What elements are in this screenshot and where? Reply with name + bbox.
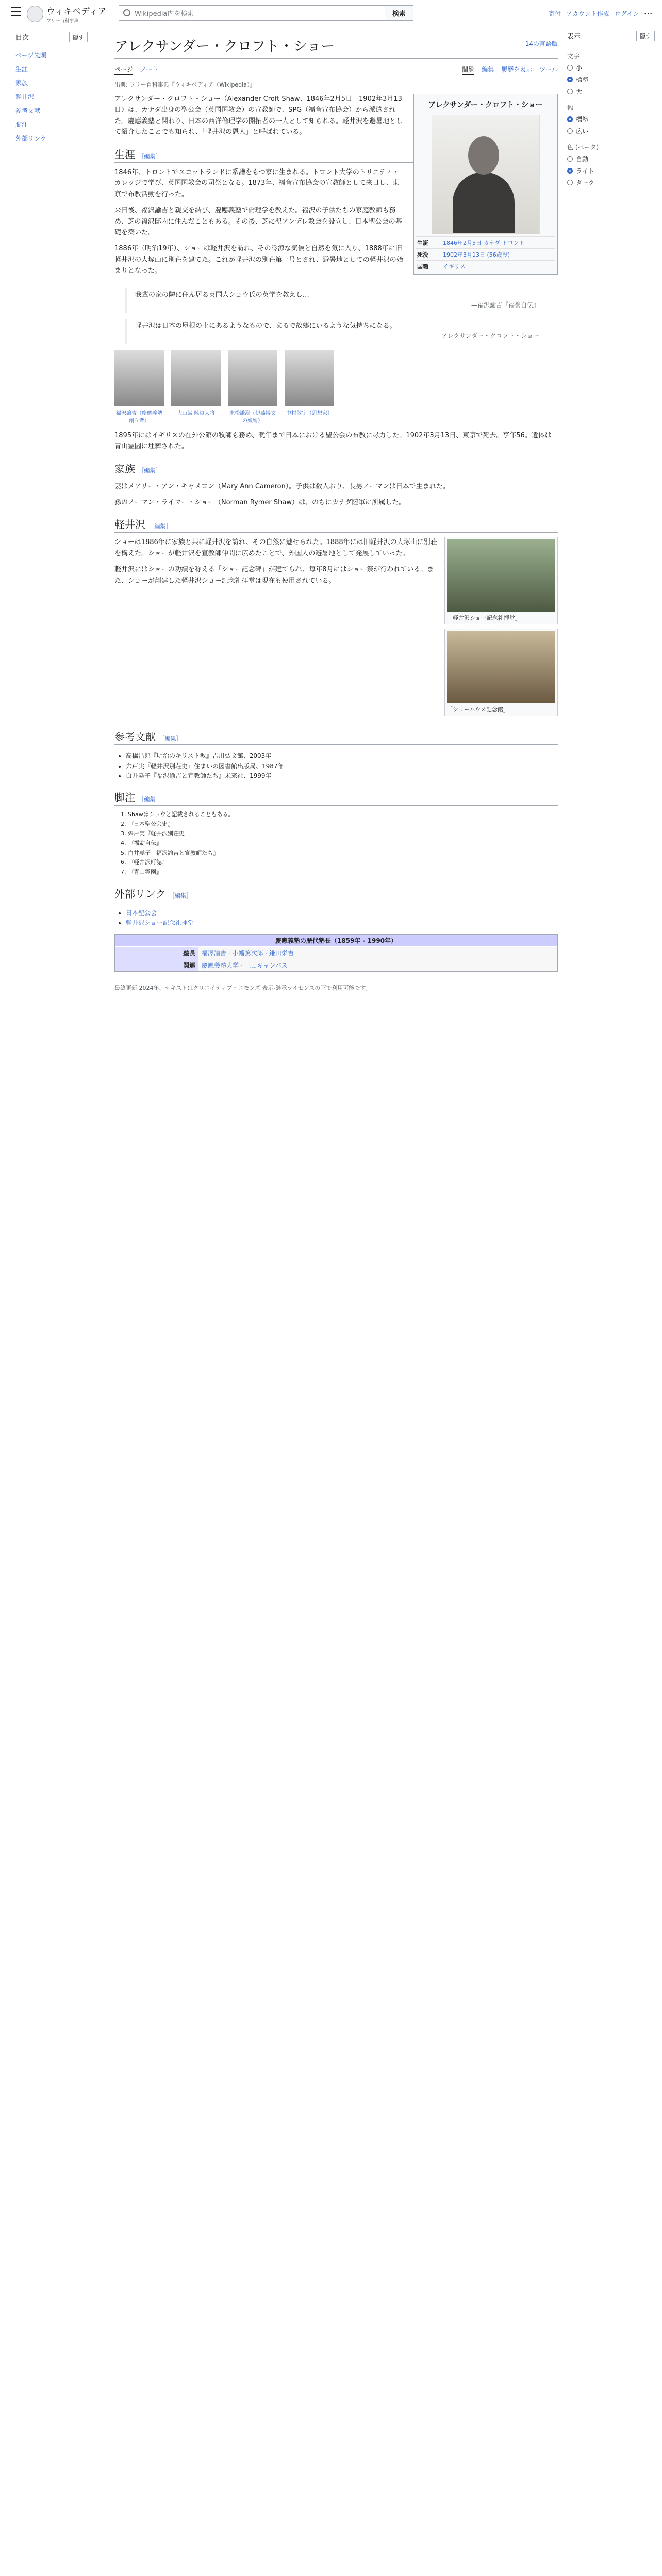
toc-item[interactable]: 生涯 [15, 65, 28, 73]
tab-tools[interactable]: ツール [539, 66, 558, 73]
tagline: 出典: フリー百科事典『ウィキペディア（Wikipedia）』 [114, 81, 256, 88]
edit-link[interactable]: ［編集］ [138, 152, 161, 160]
list-item: 7. 『青山霊園』 [128, 868, 558, 877]
search-placeholder: Wikipedia内を検索 [135, 10, 194, 18]
user-links [549, 9, 653, 18]
quote-source: —福沢諭吉『福翁自伝』 [471, 301, 539, 309]
gallery-item[interactable]: 大山巌 陸軍大将 [171, 350, 221, 424]
paragraph: ショーは1886年に家族と共に軽井沢を訪れ、その自然に魅せられた。1888年には旧軽井沢の大塚山に別荘を構えた。ショーが軽井沢を宣教師仲間に広めたことで、外国人の避暑地として発展していった。 [114, 538, 437, 557]
radio-color-light[interactable]: ライト [567, 166, 655, 175]
external-links [114, 908, 558, 928]
paragraph: 軽井沢にはショーの功績を称える「ショー記念碑」が建てられ、毎年8月にはショー祭が行われている。また、ショーが創建した軽井沢ショー記念礼拝堂は現在も使用されている。 [114, 566, 434, 585]
toc-item[interactable]: ページ先頭 [15, 52, 46, 59]
paragraph: 来日後、福沢諭吉と親交を結び、慶應義塾で倫理学を教えた。福沢の子供たちの家庭教師も務め、芝の福沢邸内に住んだこともある。その後、芝に聖アンデレ教会を設立し、日本聖公会の基礎を築いた。 [114, 207, 402, 236]
tab-read[interactable]: 閲覧 [462, 65, 474, 75]
section-heading-notes: 脚注 ［編集］ [114, 789, 558, 806]
section-heading-links: 外部リンク ［編集］ [114, 886, 558, 902]
edit-link[interactable]: ［編集］ [159, 735, 182, 742]
toc-item[interactable]: 脚注 [15, 121, 28, 128]
tab-history[interactable]: 履歴を表示 [501, 66, 533, 73]
list-item: • 宍戸実『軽井沢別荘史』住まいの図書館出版局、1987年 [126, 761, 558, 771]
search-bar [119, 5, 413, 21]
gallery-item[interactable]: 福沢諭吉（慶應義塾創立者） [114, 350, 164, 424]
navbox-row: 関連 慶應義塾大学 · 三田キャンパス [115, 959, 557, 971]
search-icon [123, 9, 130, 16]
text-size-label: 文字 [567, 53, 580, 60]
list-item: 5. 白井堯子『福沢諭吉と宣教師たち』 [128, 849, 558, 858]
intro-paragraph: アレクサンダー・クロフト・ショー（Alexander Croft Shaw、1846年2月5日 - 1902年3月13日）は、カナダ出身の聖公会（英国国教会）の宣教師で、SPG（福音宣布協会）から派遣された。慶應義塾と関わり、日本の西洋倫理学の開拓者の一人として知られる。軽井沢を避暑地として紹介したことでも知られ、「軽井沢の恩人」と呼ばれている。 [114, 95, 403, 137]
toc-item[interactable]: 軽井沢 [15, 93, 35, 100]
paragraph: 孫のノーマン・ライマー・ショー（Norman Rymer Shaw）は、のちにカナダ陸軍に所属した。 [114, 498, 406, 506]
search-button[interactable]: 検索 [385, 5, 413, 21]
create-account-link[interactable]: アカウント作成 [566, 10, 609, 18]
section-heading-references: 参考文献 ［編集］ [114, 728, 558, 745]
color-label: 色 (ベータ) [567, 144, 599, 151]
gallery-item[interactable]: 末松謙澄（伊藤博文の娘婿） [228, 350, 277, 424]
appearance-title: 表示 [567, 33, 581, 41]
list-item: • 高橋昌郎『明治のキリスト教』吉川弘文館、2003年 [126, 751, 558, 761]
toc-title: 目次 [15, 34, 29, 42]
edit-link[interactable]: ［編集］ [138, 467, 161, 474]
list-item: 1. Shawはショウと記載されることもある。 [128, 810, 558, 820]
toc-item[interactable]: 参考文献 [15, 107, 41, 114]
footer: 最終更新 2024年、テキストはクリエイティブ・コモンズ 表示-継承ライセンスの下で利用可能です。 [114, 979, 558, 992]
quote-source: —アレクサンダー・クロフト・ショー [435, 332, 539, 340]
paragraph: 1886年（明治19年）、ショーは軽井沢を訪れ、その冷涼な気候と自然を気に入り、1888年に旧軽井沢の大塚山に別荘を建てた。これが軽井沢の別荘第一号とされ、避暑地としての軽井沢の始まりとなった。 [114, 245, 403, 275]
site-logo[interactable] [27, 4, 107, 24]
article [114, 31, 558, 992]
external-link[interactable]: 軽井沢ショー記念礼拝堂 [126, 919, 194, 926]
navbox [114, 934, 558, 972]
list-item: 4. 『福翁自伝』 [128, 839, 558, 849]
tab-page[interactable]: ページ [114, 65, 133, 75]
radio-color-dark[interactable]: ダーク [567, 178, 655, 187]
infobox-row: 死没 1902年3月13日 (56歳没) [416, 248, 555, 260]
tab-talk[interactable]: ノート [140, 66, 159, 73]
infobox-row: 生誕 1846年2月5日 カナダ トロント [416, 236, 555, 248]
portrait-photo[interactable] [432, 115, 540, 234]
header [0, 0, 662, 26]
reference-list [114, 751, 558, 781]
radio-width-standard[interactable]: 標準 [567, 115, 655, 124]
list-item: 3. 宍戸実『軽井沢別荘史』 [128, 829, 558, 839]
width-label: 幅 [567, 104, 574, 111]
paragraph: 1895年にはイギリスの在外公館の牧師も務め、晩年まで日本における聖公会の布教に尽力した。1902年3月13日、東京で死去。享年56。遺体は青山霊園に埋葬された。 [114, 431, 552, 451]
list-item: 6. 『軽井沢町誌』 [128, 858, 558, 868]
menu-icon[interactable] [11, 7, 21, 16]
infobox-title: アレクサンダー・クロフト・ショー [428, 101, 543, 109]
section-heading-family: 家族 ［編集］ [114, 461, 558, 477]
gallery-item[interactable]: 中村敬宇（思想家） [285, 350, 334, 424]
login-link[interactable]: ログイン [614, 10, 639, 18]
more-options-icon[interactable]: ··· [644, 10, 653, 18]
radio-text-standard[interactable]: 標準 [567, 75, 655, 84]
toc-hide-button[interactable]: 隠す [69, 32, 88, 42]
list-item: • 白井堯子『福沢諭吉と宣教師たち』未來社、1999年 [126, 771, 558, 781]
edit-link[interactable]: ［編集］ [138, 795, 161, 803]
logo-sub: フリー百科事典 [46, 19, 79, 24]
thumbnail[interactable]: 「軽井沢ショー記念礼拝堂」 [444, 537, 558, 624]
notes-list [114, 810, 558, 877]
toc-item[interactable]: 外部リンク [15, 135, 46, 142]
radio-text-small[interactable]: 小 [567, 63, 655, 72]
thumbnail[interactable]: 「ショーハウス記念館」 [444, 629, 558, 716]
search-input[interactable] [119, 5, 385, 21]
section-heading-karuizawa: 軽井沢 ［編集］ [114, 516, 558, 533]
navbox-title: 慶應義塾の歴代塾長（1859年 - 1990年） [115, 935, 557, 946]
section-heading-life: 生涯 ［編集］ [114, 146, 558, 163]
radio-color-auto[interactable]: 自動 [567, 155, 655, 163]
radio-width-wide[interactable]: 広い [567, 127, 655, 135]
tab-edit[interactable]: 編集 [482, 66, 494, 73]
photo-gallery [114, 350, 558, 424]
external-link[interactable]: 日本聖公会 [126, 909, 157, 917]
language-button[interactable]: 14の言語版 [525, 40, 558, 47]
paragraph: 1846年、トロントでスコットランドに系譜をもつ家に生まれる。トロント大学のトリニティ・カレッジで学び、英国国教会の司祭となる。1873年、福音宣布協会の宣教師として来日し、東京で布教活動を行った。 [114, 168, 400, 198]
appearance-panel [567, 31, 655, 190]
radio-text-large[interactable]: 大 [567, 87, 655, 96]
logo-main: ウィキペディア [46, 7, 107, 17]
edit-link[interactable]: ［編集］ [148, 523, 172, 530]
paragraph: 妻はメアリー・アン・キャメロン（Mary Ann Cameron）。子供は数人おり、長男ノーマンは日本で生まれた。 [114, 482, 450, 490]
toc-item[interactable]: 家族 [15, 79, 28, 87]
list-item: 2. 『日本聖公会史』 [128, 820, 558, 829]
edit-link[interactable]: ［編集］ [169, 892, 192, 899]
infobox [413, 94, 558, 275]
page-tabs [114, 62, 558, 77]
quote: 我輩の家の隣に住ん居る英国人ショウ氏の英学を教えし… —福沢諭吉『福翁自伝』 [125, 288, 548, 313]
navbox-row: 塾長 福澤諭吉 · 小幡篤次郎 · 鎌田栄吉 [115, 946, 557, 959]
page-title: アレクサンダー・クロフト・ショー [114, 31, 558, 59]
toc-panel [15, 32, 88, 148]
quote: 軽井沢は日本の屋根の上にあるようなもので、まるで故郷にいるような気持ちになる。 —アレクサンダー・クロフト・ショー [125, 319, 548, 344]
appearance-hide-button[interactable]: 隠す [636, 31, 655, 41]
globe-logo-icon [27, 6, 43, 22]
infobox-row: 国籍 イギリス [416, 260, 555, 272]
donate-link[interactable]: 寄付 [549, 10, 561, 18]
